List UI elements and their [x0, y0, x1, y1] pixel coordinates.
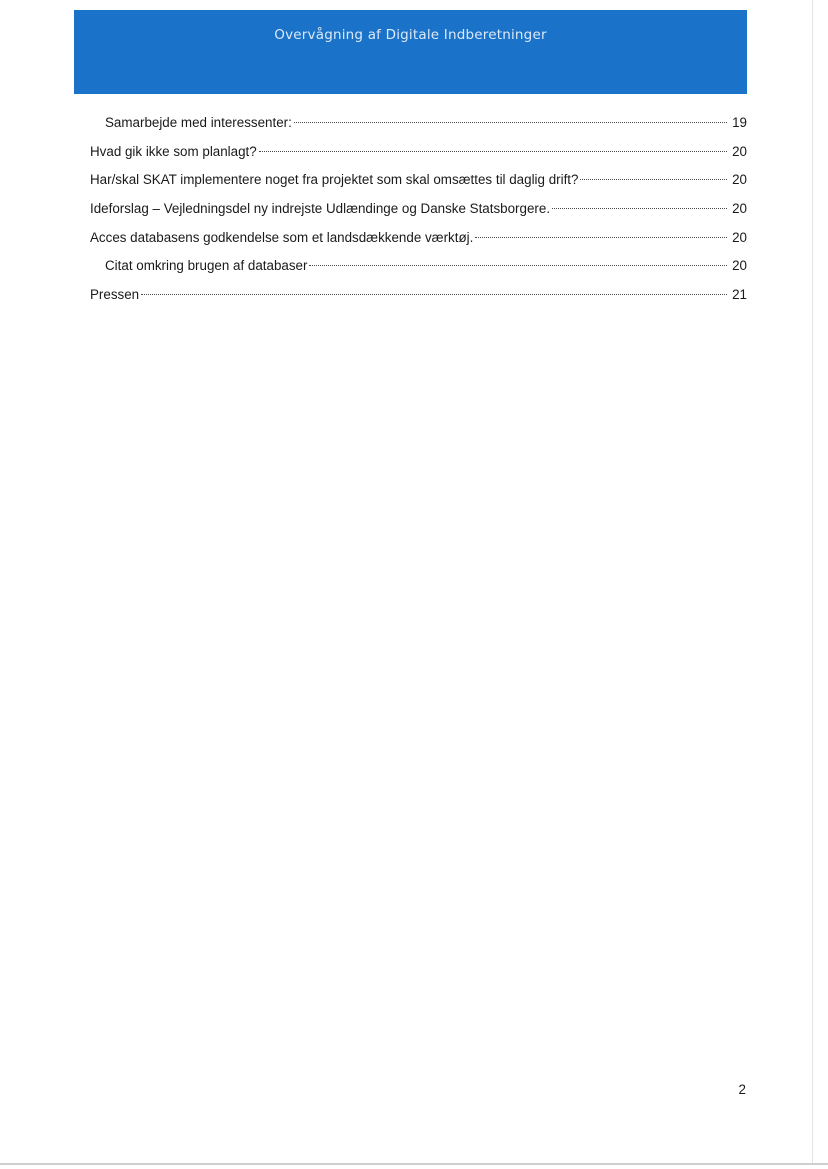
toc-dot-leader [552, 208, 727, 209]
toc-entry-title: Samarbejde med interessenter: [105, 115, 292, 130]
toc-entry[interactable] [90, 198, 747, 227]
toc-dot-leader [475, 237, 727, 238]
toc-entry[interactable] [90, 141, 747, 170]
header-banner [74, 10, 747, 94]
toc-dot-leader [259, 151, 727, 152]
scan-edge [0, 1163, 828, 1165]
header-title: Overvågning af Digitale Indberetninger [274, 27, 547, 43]
toc-entry-title: Ideforslag – Vejledningsdel ny indrejste Udlændinge og Danske Statsborgere. [90, 201, 551, 217]
toc-entry-page: 20 [732, 172, 747, 188]
page-number: 2 [738, 1082, 746, 1097]
table-of-contents [90, 112, 747, 313]
toc-dot-leader [309, 265, 727, 266]
toc-entry-title: Pressen [90, 287, 140, 303]
toc-entry[interactable] [90, 284, 747, 313]
toc-entry-title: Acces databasens godkendelse som et landsdækkende værktøj. [90, 229, 474, 245]
toc-entry[interactable] [90, 255, 747, 284]
toc-entry-page: 20 [732, 143, 747, 159]
scan-edge [812, 0, 813, 1165]
toc-entry-title: Citat omkring brugen af databaser [105, 258, 308, 274]
toc-entry-title: Har/skal SKAT implementere noget fra projektet som skal omsættes til daglig drift? [90, 172, 579, 188]
toc-entry-page: 20 [732, 258, 747, 274]
toc-entry[interactable] [90, 112, 747, 141]
toc-entry[interactable] [90, 227, 747, 256]
toc-entry-page: 21 [732, 287, 747, 303]
toc-dot-leader [141, 294, 727, 295]
toc-dot-leader [580, 179, 727, 180]
toc-entry-title: Hvad gik ikke som planlagt? [90, 143, 257, 159]
toc-entry-page: 20 [732, 229, 747, 245]
toc-entry[interactable] [90, 169, 747, 198]
toc-dot-leader [294, 122, 727, 123]
toc-entry-page: 19 [732, 115, 747, 130]
toc-entry-page: 20 [732, 201, 747, 217]
